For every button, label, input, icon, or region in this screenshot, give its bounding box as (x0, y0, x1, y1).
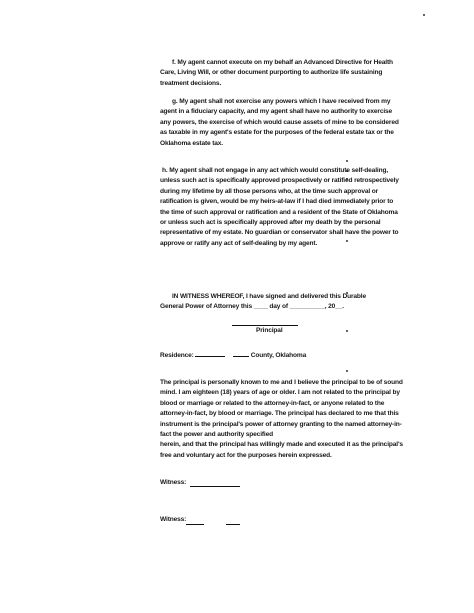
witness-clause-line (160, 292, 366, 302)
paragraph-h-line: the time of such approval or ratification and a resident of the State of Oklahoma (160, 208, 398, 216)
paragraph-h-line: during my lifetime by all those persons who, at the time such approval or (160, 187, 379, 195)
margin-speck (346, 330, 348, 332)
acknowledgement-paragraph (160, 378, 403, 461)
acknowledgement-line: fact the power and authority specified (160, 431, 274, 439)
witness-1-signature-line[interactable] (190, 486, 240, 487)
residence-city-blank[interactable] (195, 349, 225, 357)
paragraph-h (160, 166, 399, 249)
paragraph-h-line: h. My agent shall not engage in any act which would constitute self-dealing, (162, 167, 389, 174)
paragraph-g-line: as taxable in my agent's estate for the purposes of the federal estate tax or the (160, 129, 394, 137)
paragraph-h-line: ratification is given, would be my heirs-at-law if I had died immediately prior to (160, 198, 394, 206)
witness-2-signature-line-b[interactable] (226, 524, 240, 525)
margin-speck (423, 14, 425, 16)
acknowledgement-line: herein, and that the principal has willingly made and executed it as the principal's (160, 441, 403, 449)
margin-speck (346, 370, 348, 372)
acknowledgement-line: free and voluntary act for the purposes herein expressed. (160, 451, 332, 459)
residence-line (160, 349, 360, 361)
paragraph-f (160, 58, 393, 89)
residence-county-text: County, Oklahoma (250, 352, 307, 359)
residence-label: Residence: (160, 352, 194, 359)
witness-clause-text: I have signed and delivered this Durable (245, 293, 366, 300)
paragraph-h-line: representative of my estate. No guardian or conservator shall have the power to (160, 229, 399, 237)
principal-label: Principal (256, 327, 283, 334)
witness-2-label: Witness: (160, 516, 187, 523)
acknowledgement-line: blood or marriage or related to the attorney-in-fact, or anyone related to the (160, 399, 385, 407)
residence-county-blank[interactable] (233, 349, 249, 357)
margin-speck (346, 160, 348, 162)
paragraph-h-line: or unless such act is specifically approved after my death by the personal (160, 219, 381, 227)
paragraph-g-line: g. My agent shall not exercise any powers which I have received from my (172, 98, 391, 105)
witness-1-label: Witness: (160, 479, 187, 486)
witness-clause (160, 292, 366, 313)
paragraph-g-line: Oklahoma estate tax. (160, 139, 223, 147)
paragraph-h-line: unless such act is specifically approved prospectively or ratified retrospectively (160, 177, 399, 185)
paragraph-h-line: approve or ratify any act of self-dealing by my agent. (160, 239, 318, 247)
witness-heading: IN WITNESS WHEREOF, (172, 293, 245, 300)
paragraph-f-line: Care, Living Will, or other document purporting to authorize life sustaining (160, 69, 383, 77)
acknowledgement-line: mind. I am eighteen (18) years of age or older. I am not related to the principal by (160, 389, 400, 397)
witness-2-signature-line-a[interactable] (186, 524, 204, 525)
paragraph-f-line: f. My agent cannot execute on my behalf an Advanced Directive for Health (172, 59, 393, 66)
paragraph-g-line: agent in a fiduciary capacity, and my agent shall have no authority to exercise (160, 108, 393, 116)
acknowledgement-line: attorney-in-fact, by blood or marriage. The principal has declared to me that this (160, 410, 399, 418)
paragraph-g (160, 97, 399, 149)
witness-clause-line: General Power of Attorney this ____ day of __________, 20__. (160, 303, 344, 311)
paragraph-g-line: any powers, the exercise of which would cause assets of mine to be considered (160, 118, 399, 126)
acknowledgement-line: The principal is personally known to me and I believe the principal to be of sound (160, 379, 403, 386)
paragraph-f-line: treatment decisions. (160, 79, 222, 87)
acknowledgement-line: instrument is the principal's power of attorney granting to the named attorney-in- (160, 420, 402, 428)
